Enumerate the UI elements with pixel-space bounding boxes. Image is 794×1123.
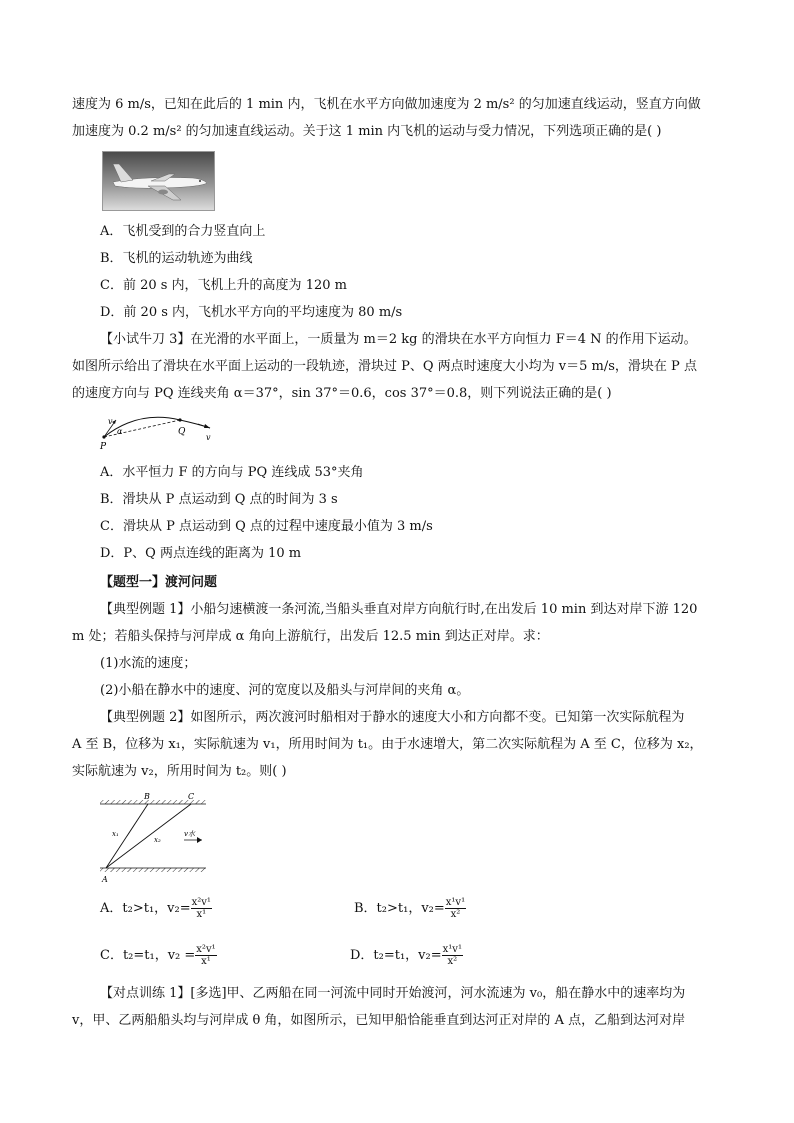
option-a: A．t₂>t₁，v₂= $\frac{\text{x²v¹}}{\text{x¹}}$ (100, 897, 211, 920)
question-text: 【小试牛刀 3】在光滑的水平面上，一质量为 m＝2 kg 的滑块在水平方向恒力 F＝4 N 的作用下运动。 (100, 332, 697, 347)
x1-label: x₁ (112, 830, 119, 838)
option-d: D．t₂=t₁，v₂= $\frac{\text{x¹v¹}}{\text{x²}}$ (350, 944, 462, 967)
trajectory-figure (98, 410, 228, 454)
text-line: 加速度为 0.2 m/s² 的匀加速直线运动。关于这 1 min 内飞机的运动与受力情况，下列选项正确的是( ) (72, 124, 662, 139)
c-label: C (188, 792, 195, 801)
question-text: (1)水流的速度； (100, 656, 197, 671)
alpha-label: α (117, 427, 123, 436)
p-label: P (100, 442, 107, 450)
question-text: 【典型例题 1】小船匀速横渡一条河流,当船头垂直对岸方向航行时,在出发后 10 min 到达对岸下游 120 (100, 602, 698, 617)
option-b: B．滑块从 P 点运动到 Q 点的时间为 3 s (100, 492, 338, 507)
option-a: A．水平恒力 F 的方向与 PQ 连线成 53°夹角 (100, 465, 364, 480)
question-text: 【典型例题 2】如图所示，两次渡河时船相对于静水的速度大小和方向都不变。已知第一次实际航程为 (100, 710, 685, 725)
question-text: m 处；若船头保持与河岸成 α 角向上游航行，出发后 12.5 min 到达正对岸。求： (72, 629, 549, 644)
x2-label: x₂ (154, 836, 161, 844)
q-label: Q (178, 427, 186, 437)
section-title: 【题型一】渡河问题 (100, 575, 218, 590)
option-d: D．P、Q 两点连线的距离为 10 m (100, 546, 302, 561)
a-label: A (102, 875, 108, 884)
option-b: B．t₂>t₁，v₂= $\frac{\text{x¹v¹}}{\text{x²}}$ (354, 897, 466, 920)
question-text: 的速度方向与 PQ 连线夹角 α＝37°，sin 37°＝0.6，cos 37°＝0.8，则下列说法正确的是( ) (72, 386, 612, 401)
option-c: C．t₂=t₁，v₂ = $\frac{\text{x²v¹}}{\text{x¹}}$ (100, 944, 216, 967)
question-text: 如图所示给出了滑块在水平面上运动的一段轨迹，滑块过 P、Q 两点时速度大小均为 v＝5 m/s，滑块在 P 点 (72, 359, 697, 374)
v-label: v (108, 417, 113, 426)
option-c: C．滑块从 P 点运动到 Q 点的过程中速度最小值为 3 m/s (100, 519, 433, 534)
option-c: C．前 20 s 内，飞机上升的高度为 120 m (100, 278, 347, 293)
text-line: 速度为 6 m/s，已知在此后的 1 min 内，飞机在水平方向做加速度为 2 m/s² 的匀加速直线运动，竖直方向做 (72, 97, 701, 112)
question-text: 【对点训练 1】[多选]甲、乙两船在同一河流中同时开始渡河，河水流速为 v₀，船在静水中的速率均为 (100, 986, 686, 1001)
airplane-photo (102, 151, 215, 211)
option-b: B．飞机的运动轨迹为曲线 (100, 251, 253, 266)
v2-label: v (206, 433, 211, 442)
river-crossing-figure (96, 790, 211, 889)
question-text: (2)小船在静水中的速度、河的宽度以及船头与河岸间的夹角 α。 (100, 683, 470, 698)
water-speed-label: v水 (184, 830, 195, 838)
question-text: v，甲、乙两船船头均与河岸成 θ 角，如图所示，已知甲船恰能垂直到达河正对岸的 A 点，乙船到达河对岸 (72, 1013, 686, 1028)
b-label: B (144, 792, 150, 801)
option-a: A．飞机受到的合力竖直向上 (100, 224, 266, 239)
option-d: D．前 20 s 内，飞机水平方向的平均速度为 80 m/s (100, 305, 403, 320)
question-text: 实际航速为 v₂，所用时间为 t₂。则( ) (72, 764, 287, 779)
question-text: A 至 B，位移为 x₁，实际航速为 v₁，所用时间为 t₁。由于水速增大，第二次实际航程为 A 至 C，位移为 x₂， (72, 737, 703, 752)
